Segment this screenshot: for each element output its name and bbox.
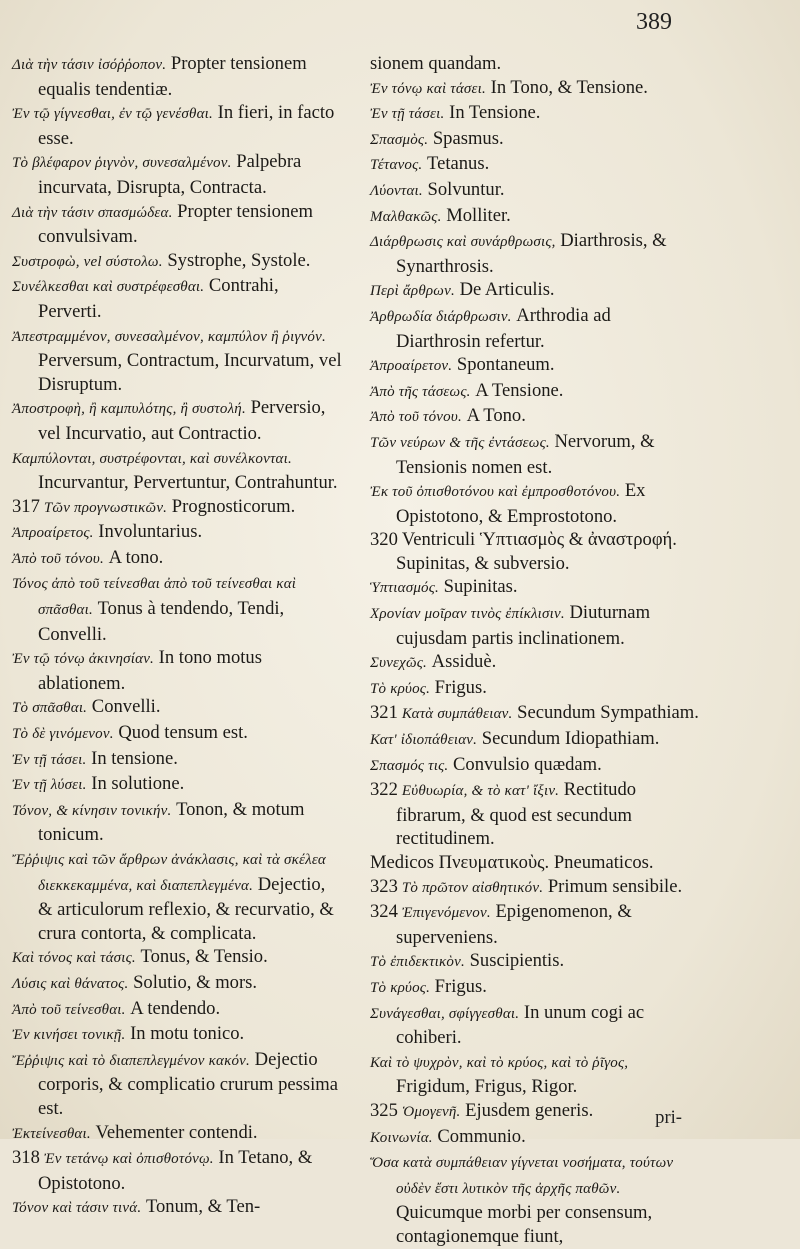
greek-term: Λύσις καὶ θάνατος.	[12, 975, 129, 992]
greek-term: Καμπύλονται, συστρέφονται, καὶ συνέλκονται.	[12, 450, 292, 467]
greek-term: Ἀποστροφὴ, ἢ καμπυλότης, ἢ συστολή.	[12, 401, 246, 418]
glossary-entry	[370, 304, 700, 353]
greek-term: Κατ' ἰδιοπάθειαν.	[370, 732, 478, 749]
latin-translation: Systrophe, Systole.	[167, 249, 311, 271]
latin-translation: Propter tensionem equalis tendentiæ.	[38, 53, 307, 100]
latin-translation: Prognosticorum.	[171, 495, 296, 517]
latin-translation: Epigenomenon, & superveniens.	[396, 901, 632, 948]
latin-translation: Ventriculi Ὑπτιασμὸς & ἀναστροφή. Supinitas, & subversio.	[396, 529, 677, 574]
latin-translation: Communio.	[437, 1125, 526, 1147]
glossary-entry	[370, 152, 700, 178]
greek-term: Ἐν τῷ τόνῳ ἀκινησίαν.	[12, 651, 154, 668]
latin-translation: Convelli.	[91, 696, 161, 718]
latin-translation: A tendendo.	[130, 997, 221, 1019]
latin-translation: Frigidum, Frigus, Rigor.	[396, 1076, 578, 1098]
glossary-entry	[370, 900, 700, 949]
glossary-entry	[370, 52, 700, 76]
glossary-entry	[370, 528, 700, 575]
glossary-entry	[370, 430, 700, 479]
glossary-entry	[370, 975, 700, 1001]
latin-translation: In Tono, & Tensione.	[490, 76, 648, 98]
latin-translation: In Tetano, & Opistotono.	[38, 1147, 313, 1194]
glossary-entry	[12, 52, 342, 101]
latin-translation: sionem quandam.	[370, 53, 502, 74]
greek-term: Ἀπεστραμμένον, συνεσαλμένον, καμπύλον ἢ ῥιγνόν.	[12, 328, 326, 345]
latin-translation: In motu tonico.	[130, 1023, 245, 1045]
section-number: 318	[12, 1147, 40, 1169]
greek-term: Τέτανος.	[370, 157, 423, 174]
glossary-entry	[12, 798, 342, 847]
glossary-entry	[12, 772, 342, 798]
glossary-entry	[370, 727, 700, 753]
latin-translation: In unum cogi ac cohiberi.	[396, 1001, 645, 1049]
glossary-entry	[370, 1125, 700, 1151]
greek-term: Τόνον, & κίνησιν τονικήν.	[12, 802, 172, 819]
glossary-entry	[12, 324, 342, 397]
greek-term: Τὸ ἐπιδεκτικὸν.	[370, 954, 465, 971]
glossary-entry	[370, 76, 700, 102]
section-number: 325	[370, 1099, 398, 1121]
greek-term: Ἀρθρωδία διάρθρωσιν.	[370, 308, 512, 325]
glossary-entry	[12, 1195, 342, 1221]
latin-translation: Tonon, & motum tonicum.	[38, 798, 305, 846]
greek-term: Συνάγεσθαι, σφίγγεσθαι.	[370, 1005, 520, 1022]
glossary-entry	[12, 274, 342, 323]
glossary-entry	[12, 446, 342, 495]
latin-translation: Palpebra incurvata, Disrupta, Contracta.	[38, 151, 302, 198]
greek-term: Τὸ κρύος.	[370, 680, 431, 697]
latin-translation: Dejectio corporis, & complicatio crurum pessima est.	[38, 1048, 339, 1119]
greek-term: Ἐν τόνῳ καὶ τάσει.	[370, 80, 486, 97]
glossary-entry	[12, 571, 342, 646]
glossary-entry	[12, 1022, 342, 1048]
greek-term: Σπασμός τις.	[370, 757, 449, 774]
glossary-entry	[370, 204, 700, 230]
glossary-entry	[370, 778, 700, 851]
latin-translation: Nervorum, & Tensionis nomen est.	[396, 430, 655, 478]
latin-translation: Vehementer contendi.	[95, 1121, 258, 1143]
greek-term: Καὶ τὸ ψυχρὸν, καὶ τὸ κρύος, καὶ τὸ ῥῖγος,	[370, 1054, 629, 1071]
glossary-entry	[12, 847, 342, 945]
latin-translation: Tonus, & Tensio.	[140, 946, 268, 968]
glossary-entry	[12, 101, 342, 150]
glossary-entry	[370, 601, 700, 650]
latin-translation: Tonus à tendendo, Tendi, Convelli.	[38, 598, 285, 645]
latin-translation: Tonum, & Ten-	[145, 1196, 261, 1218]
latin-translation: A tono.	[108, 546, 164, 568]
glossary-entry	[370, 875, 700, 901]
left-column	[12, 52, 342, 1221]
greek-term: Περὶ ἄρθρων.	[370, 283, 455, 300]
latin-translation: Incurvantur, Pervertuntur, Contrahuntur.	[38, 472, 338, 494]
glossary-entry	[12, 396, 342, 445]
glossary-entry	[370, 101, 700, 127]
latin-translation: Ejusdem generis.	[465, 1099, 594, 1121]
latin-translation: Quicumque morbi per consensum, contagionemque fiunt,	[396, 1202, 653, 1247]
greek-term: Ἐν τῇ τάσει.	[12, 751, 87, 768]
greek-term: Χρονίαν μοῖραν τινὸς ἐπίκλισιν.	[370, 606, 565, 623]
greek-term: Ἐν τῇ τάσει.	[370, 106, 445, 123]
greek-term: Τῶν προγνωστικῶν.	[43, 499, 168, 516]
greek-term: Τὸ δὲ γινόμενον.	[12, 726, 114, 743]
glossary-entry	[370, 404, 700, 430]
greek-term: Ἐν τῇ λύσει.	[12, 777, 87, 794]
latin-translation: Contrahi, Perverti.	[38, 275, 279, 322]
latin-translation: Tetanus.	[427, 153, 490, 175]
right-column	[370, 52, 700, 1249]
latin-translation: Dejectio, & articulorum reflexio, & recurvatio, & crura contorta, & complicata.	[38, 873, 334, 944]
latin-translation: In tono motus ablationem.	[38, 647, 262, 694]
latin-translation: In tensione.	[91, 747, 178, 769]
glossary-entry	[12, 1146, 342, 1195]
page-number: 389	[636, 9, 672, 35]
latin-translation: Assiduè.	[431, 651, 497, 673]
latin-translation: Diuturnam cujusdam partis inclinationem.	[396, 602, 651, 649]
greek-term: Τόνος ἀπὸ τοῦ τείνεσθαι ἀπὸ τοῦ τείνεσθαι καὶ σπᾶσθαι.	[12, 576, 297, 619]
latin-translation: In fieri, in facto esse.	[38, 102, 335, 149]
latin-translation: Secundum Sympathiam.	[517, 702, 699, 724]
greek-term: Ἐν τῷ γίγνεσθαι, ἐν τῷ γενέσθαι.	[12, 106, 213, 123]
latin-translation: Solutio, & mors.	[133, 971, 258, 993]
greek-term: Μαλθακῶς.	[370, 208, 442, 225]
glossary-entry	[12, 971, 342, 997]
latin-translation: Arthrodia ad Diarthrosin refertur.	[396, 304, 611, 352]
glossary-entry	[370, 1001, 700, 1050]
latin-translation: In solutione.	[91, 773, 185, 795]
latin-translation: De Articulis.	[459, 279, 555, 301]
greek-term: Ἔῤῥιψις καὶ τῶν ἄρθρων ἀνάκλασις, καὶ τὰ σκέλεα διεκκεκαμμένα, καὶ διαπεπλεγμένα.	[12, 852, 327, 894]
glossary-entry	[370, 676, 700, 702]
greek-term: Συνεχῶς.	[370, 655, 427, 672]
greek-term: Συστροφὼ, vel σύστολω.	[12, 253, 163, 270]
greek-term: Λύονται.	[370, 182, 423, 199]
latin-translation: Suscipientis.	[469, 950, 565, 972]
greek-term: Εὐθυωρία, & τὸ κατ' ἴξιν.	[401, 783, 560, 800]
glossary-entry	[12, 997, 342, 1023]
section-number: 317	[12, 495, 40, 517]
latin-translation: Perversio, vel Incurvatio, aut Contractio.	[38, 397, 326, 444]
glossary-entry	[370, 353, 700, 379]
glossary-entry	[370, 575, 700, 601]
glossary-entry	[12, 495, 342, 521]
glossary-entry	[12, 1121, 342, 1147]
greek-term: Ὁμογενῆ.	[401, 1103, 461, 1120]
greek-term: Συνέλκεσθαι καὶ συστρέφεσθαι.	[12, 279, 205, 296]
greek-term: Ἐκ τοῦ ὀπισθοτόνου καὶ ἐμπροσθοτόνου.	[370, 484, 621, 501]
glossary-entry	[370, 753, 700, 779]
latin-translation: Ex Opistotono, & Emprostotono.	[396, 480, 646, 527]
greek-term: Κοινωνία.	[370, 1129, 433, 1146]
section-number: 324	[370, 901, 398, 923]
glossary-entry	[12, 249, 342, 275]
glossary-entry	[12, 695, 342, 721]
greek-term: Σπασμὸς.	[370, 131, 429, 148]
latin-translation: Rectitudo fibrarum, & quod est secundum rectitudinem.	[396, 779, 637, 850]
greek-term: Ἐκτείνεσθαι.	[12, 1125, 91, 1142]
greek-term: Διάρθρωσις καὶ συνάρθρωσις,	[370, 234, 556, 251]
glossary-entry	[12, 520, 342, 546]
latin-translation: Frigus.	[434, 975, 487, 997]
glossary-entry	[370, 479, 700, 528]
section-number: 323	[370, 875, 398, 897]
greek-term: Ἀπὸ τοῦ τόνου.	[12, 550, 104, 567]
glossary-entry	[12, 646, 342, 695]
section-number: 321	[370, 702, 398, 724]
glossary-entry	[370, 278, 700, 304]
latin-translation: Diarthrosis, & Synarthrosis.	[396, 230, 667, 277]
greek-term: Ὑπτιασμός.	[370, 580, 439, 597]
glossary-entry	[370, 379, 700, 405]
latin-translation: Convulsio quædam.	[453, 753, 602, 775]
glossary-entry	[370, 127, 700, 153]
greek-term: Τόνον καὶ τάσιν τινά.	[12, 1200, 142, 1217]
greek-term: Ὅσα κατὰ συμπάθειαν γίγνεται νοσήματα, τούτων οὐδὲν ἔστι λυτικὸν τῆς ἀρχῆς παθῶν.	[370, 1155, 674, 1197]
latin-translation: Propter tensionem convulsivam.	[38, 200, 313, 248]
greek-term: Ἔῤῥιψις καὶ τὸ διαπεπλεγμένον κακόν.	[12, 1052, 250, 1069]
latin-translation: In Tensione.	[449, 102, 541, 124]
latin-translation: A Tensione.	[475, 379, 564, 401]
latin-translation: Secundum Idiopathiam.	[481, 728, 660, 750]
greek-term: Τὸ βλέφαρον ῥιγνὸν, συνεσαλμένον.	[12, 155, 232, 172]
latin-translation: Quod tensum est.	[118, 722, 248, 744]
greek-term: Τὸ πρῶτον αἰσθητικόν.	[401, 879, 544, 896]
latin-translation: Perversum, Contractum, Incurvatum, vel Disruptum.	[38, 350, 342, 395]
glossary-entry	[370, 229, 700, 278]
section-number: 320	[370, 529, 398, 551]
greek-term: Ἀπροαίρετον.	[370, 358, 453, 375]
glossary-entry	[12, 1048, 342, 1121]
glossary-entry	[12, 721, 342, 747]
glossary-entry	[12, 945, 342, 971]
section-number: 322	[370, 779, 398, 801]
glossary-entry	[12, 150, 342, 199]
greek-term: Τῶν νεύρων & τῆς ἐντάσεως.	[370, 434, 550, 451]
greek-term: Διὰ τὴν τάσιν ἰσόῤῥοπον.	[12, 57, 167, 73]
greek-term: Ἀπὸ τοῦ τείνεσθαι.	[12, 1001, 126, 1018]
latin-translation: Spontaneum.	[456, 354, 555, 376]
glossary-entry	[370, 1099, 700, 1125]
greek-term: Τὸ κρύος.	[370, 979, 431, 996]
glossary-entry	[370, 1150, 700, 1248]
greek-term: Ἀπροαίρετος.	[12, 525, 94, 542]
latin-translation: Molliter.	[446, 204, 511, 226]
greek-term: Ἀπὸ τῆς τάσεως.	[370, 383, 471, 400]
glossary-entry	[370, 650, 700, 676]
glossary-entry	[370, 949, 700, 975]
glossary-entry	[12, 200, 342, 249]
glossary-entry	[370, 701, 700, 727]
latin-translation: Involuntarius.	[98, 521, 203, 543]
catchword: pri-	[655, 1107, 682, 1128]
glossary-entry	[12, 546, 342, 572]
greek-term: Τὸ σπᾶσθαι.	[12, 700, 88, 717]
latin-translation: A Tono.	[466, 405, 526, 427]
greek-term: Ἐν τετάνῳ καὶ ὀπισθοτόνῳ.	[43, 1151, 214, 1168]
latin-translation: Solvuntur.	[427, 178, 505, 200]
latin-translation: Frigus.	[434, 676, 487, 698]
latin-translation: Primum sensibile.	[547, 875, 683, 897]
greek-term: Ἐπιγενόμενον.	[401, 905, 491, 922]
glossary-entry	[370, 1050, 700, 1099]
glossary-entry	[12, 747, 342, 773]
glossary-entry	[370, 851, 700, 875]
latin-translation: Supinitas.	[443, 576, 518, 598]
greek-term: Διὰ τὴν τάσιν σπασμώδεα.	[12, 204, 173, 221]
glossary-entry	[370, 178, 700, 204]
greek-term: Ἀπὸ τοῦ τόνου.	[370, 409, 462, 426]
greek-term: Καὶ τόνος καὶ τάσις.	[12, 950, 136, 967]
latin-translation: Spasmus.	[432, 127, 504, 149]
latin-translation: Medicos Πνευματικοὺς. Pneumaticos.	[370, 852, 654, 873]
greek-term: Ἐν κινήσει τονικῇ.	[12, 1027, 126, 1044]
greek-term: Κατὰ συμπάθειαν.	[401, 706, 513, 723]
